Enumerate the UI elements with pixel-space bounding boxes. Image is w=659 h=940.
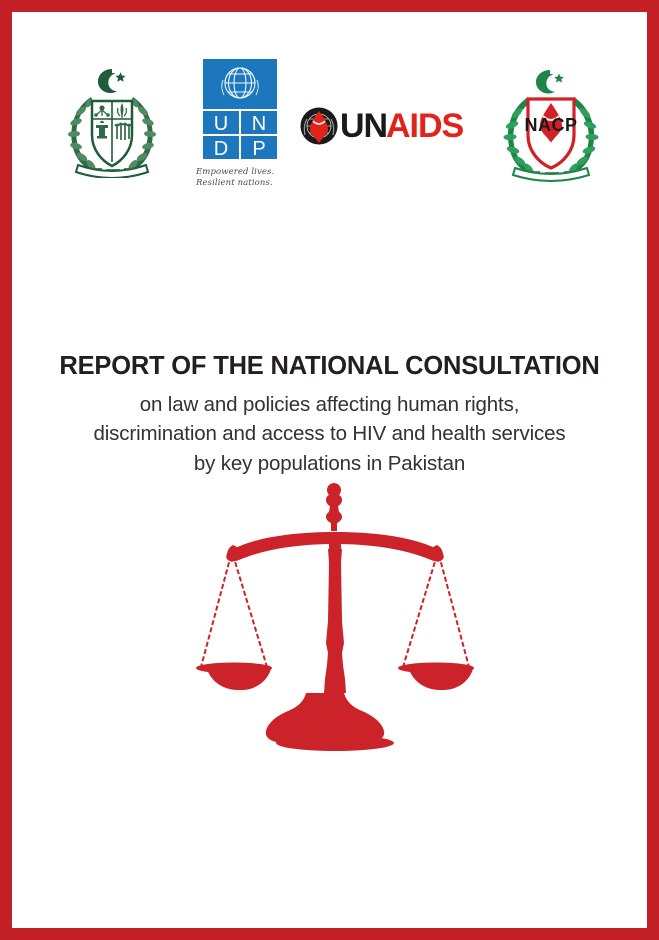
pakistan-state-emblem-icon bbox=[56, 63, 168, 178]
undp-logo bbox=[192, 59, 288, 214]
svg-text:AIDS: AIDS bbox=[386, 107, 464, 145]
undp-tagline-line1: Empowered lives. bbox=[196, 167, 275, 177]
logo-strip bbox=[12, 45, 647, 205]
svg-text:U: U bbox=[213, 113, 229, 135]
subtitle-line-1: on law and policies affecting human rights, bbox=[139, 393, 520, 417]
unaids-logo bbox=[298, 101, 478, 151]
title-block bbox=[12, 352, 647, 478]
nacp-logo bbox=[492, 65, 610, 185]
svg-text:UN: UN bbox=[340, 107, 388, 145]
scales-of-justice-icon bbox=[175, 477, 495, 769]
svg-text:N: N bbox=[251, 113, 267, 135]
subtitle-line-2: discrimination and access to HIV and health services bbox=[93, 422, 566, 446]
svg-text:D: D bbox=[213, 138, 229, 159]
undp-tagline-line2: Resilient nations. bbox=[196, 178, 273, 189]
undp-mark-icon bbox=[203, 59, 277, 159]
subtitle-line-3: by key populations in Pakistan bbox=[193, 451, 466, 475]
page-title: REPORT OF THE NATIONAL CONSULTATION bbox=[59, 352, 600, 380]
undp-tagline bbox=[192, 167, 288, 190]
svg-text:P: P bbox=[252, 138, 266, 159]
svg-text:NACP: NACP bbox=[524, 115, 578, 135]
